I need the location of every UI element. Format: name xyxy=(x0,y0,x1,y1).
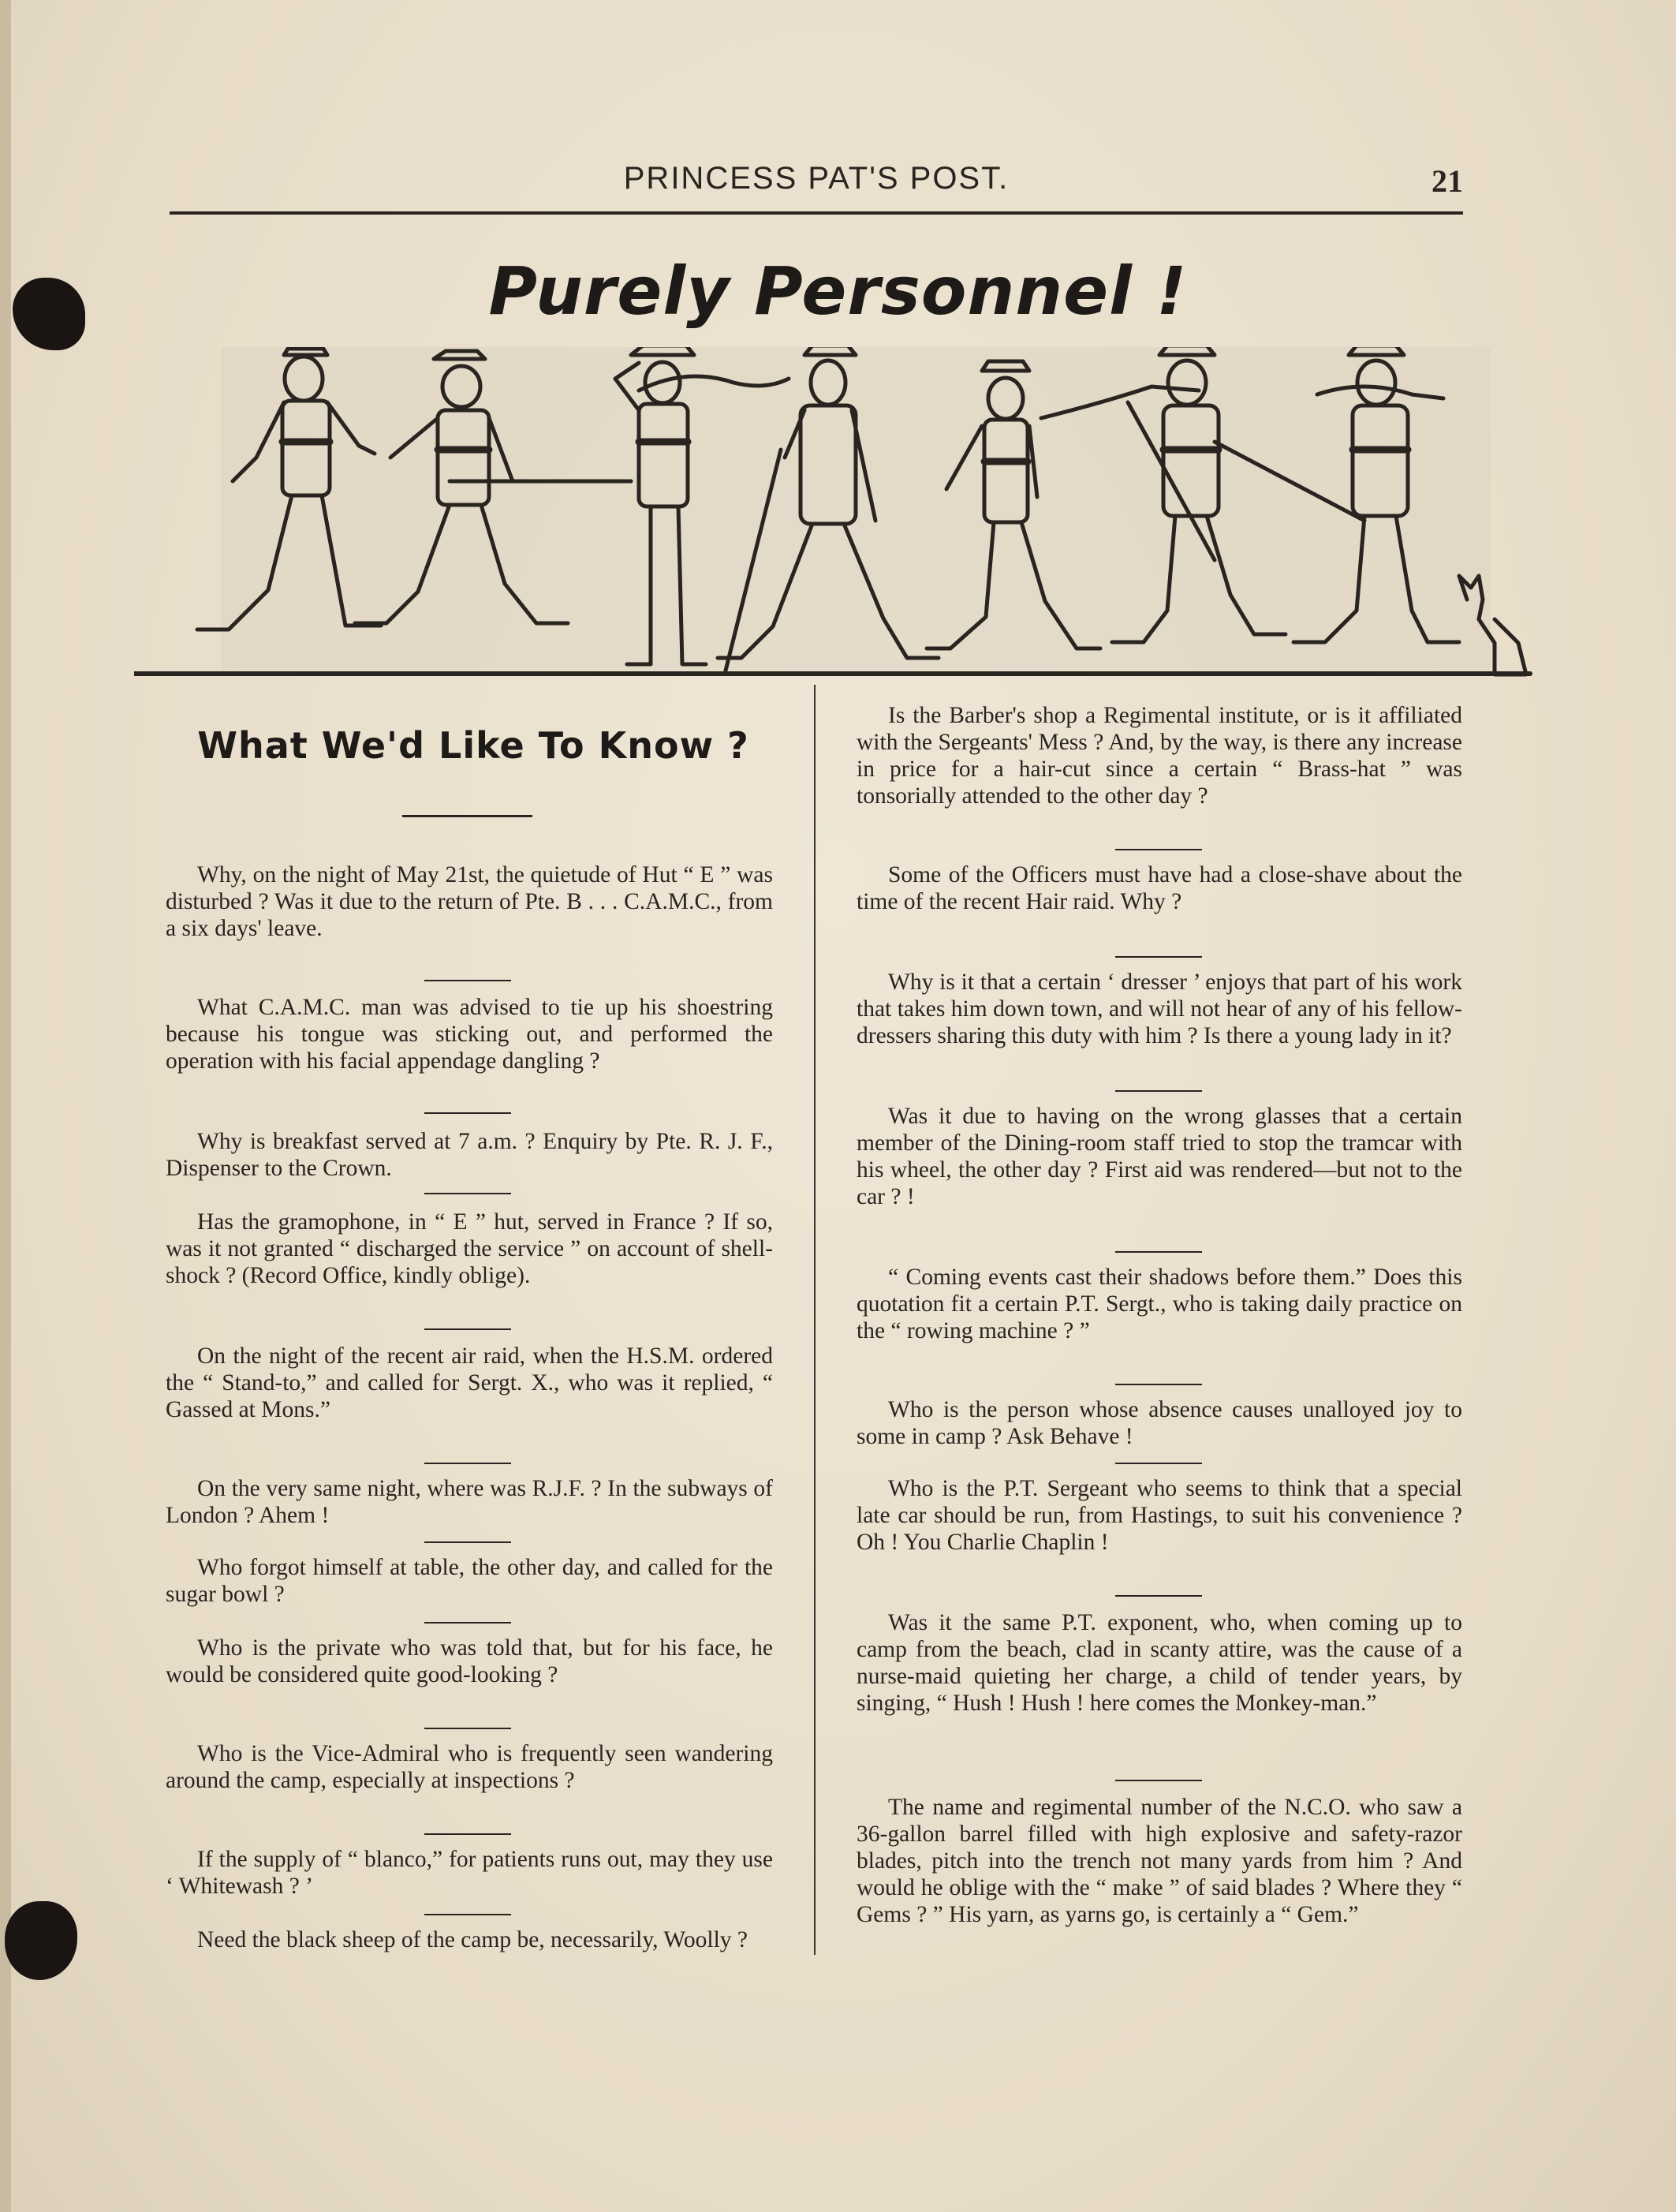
separator-rule xyxy=(1115,1463,1202,1464)
separator-rule xyxy=(424,980,511,981)
right-question-1: Is the Barber's shop a Regimental institute, or is it affiliated with the Sergeants' Mess ? And, by the way, is there any increase in price for a hair-cut since a certain “ Brass-hat ” was tonsorially attended to the other day ? xyxy=(857,703,1462,809)
left-question-7: Who forgot himself at table, the other day, and called for the sugar bowl ? xyxy=(166,1555,773,1607)
separator-rule xyxy=(424,1541,511,1543)
separator-rule xyxy=(1115,1251,1202,1253)
separator-rule xyxy=(1115,1780,1202,1781)
separator-rule xyxy=(1115,1384,1202,1385)
separator-rule xyxy=(424,1728,511,1729)
running-header xyxy=(170,161,1463,208)
separator-rule xyxy=(1115,956,1202,958)
separator-rule xyxy=(424,1622,511,1624)
separator-rule xyxy=(1115,1090,1202,1092)
separator-rule xyxy=(424,1112,511,1114)
section-title-rule xyxy=(402,815,532,817)
right-question-7: Who is the P.T. Sergeant who seems to think that a special late car should be run, from Hastings, to suit his convenience ? Oh ! You Charlie Chaplin ! xyxy=(857,1476,1462,1555)
separator-rule xyxy=(424,1193,511,1194)
left-question-3: Why is breakfast served at 7 a.m. ? Enquiry by Pte. R. J. F., Dispenser to the Crown. xyxy=(166,1129,773,1181)
separator-rule xyxy=(424,1833,511,1835)
header-rule xyxy=(170,211,1463,215)
left-question-8: Who is the private who was told that, but for his face, he would be considered quite good-looking ? xyxy=(166,1635,773,1687)
right-question-9: The name and regimental number of the N.C.O. who saw a 36-gallon barrel filled with high explosive and safety-razor blades, pitch into the trench not many yards from him ? And would he oblige with the “ make ” of said blades ? Where they “ Gems ? ” His yarn, as yarns go, is certainly a “ Gem.” xyxy=(857,1795,1462,1927)
left-question-5: On the night of the recent air raid, when the H.S.M. ordered the “ Stand-to,” and called for Sergt. X., who was it replied, “ Gassed at Mons.” xyxy=(166,1343,773,1422)
separator-rule xyxy=(1115,849,1202,850)
column-divider xyxy=(814,685,816,1955)
marching-soldiers-and-dog-illustration xyxy=(134,347,1534,686)
left-question-10: If the supply of “ blanco,” for patients runs out, may they use ‘ Whitewash ? ’ xyxy=(166,1847,773,1899)
left-question-1: Why, on the night of May 21st, the quietude of Hut “ E ” was disturbed ? Was it due to the return of Pte. B . . . C.A.M.C., from a six days' leave. xyxy=(166,862,773,941)
separator-rule xyxy=(1115,1595,1202,1597)
right-question-8: Was it the same P.T. exponent, who, when coming up to camp from the beach, clad in scanty attire, was the cause of a nurse-maid quieting her charge, a child of tender years, by singing, “ Hush ! Hush ! here comes the Monkey-man.” xyxy=(857,1610,1462,1716)
section-title: What We'd Like To Know ? xyxy=(197,724,749,767)
left-question-4: Has the gramophone, in “ E ” hut, served in France ? If so, was it not granted “ discharged the service ” on account of shell-shock ? (Record Office, kindly oblige). xyxy=(166,1209,773,1288)
right-question-6: Who is the person whose absence causes unalloyed joy to some in camp ? Ask Behave ! xyxy=(857,1397,1462,1449)
left-question-6: On the very same night, where was R.J.F. ? In the subways of London ? Ahem ! xyxy=(166,1476,773,1528)
left-question-11: Need the black sheep of the camp be, necessarily, Woolly ? xyxy=(197,1927,748,1952)
separator-rule xyxy=(424,1914,511,1915)
right-question-2: Some of the Officers must have had a close-shave about the time of the recent Hair raid. Why ? xyxy=(857,862,1462,914)
left-question-2: What C.A.M.C. man was advised to tie up his shoestring because his tongue was sticking out, and performed the operation with his facial appendage dangling ? xyxy=(166,995,773,1074)
separator-rule xyxy=(424,1328,511,1330)
right-question-5: “ Coming events cast their shadows before them.” Does this quotation fit a certain P.T. Sergt., who is taking daily practice on the “ rowing machine ? ” xyxy=(857,1265,1462,1343)
page-number: 21 xyxy=(1432,163,1463,199)
separator-rule xyxy=(424,1463,511,1464)
right-question-4: Was it due to having on the wrong glasses that a certain member of the Dining-room staff tried to stop the tramcar with his wheel, the other day ? First aid was rendered—but not to the car ? ! xyxy=(857,1104,1462,1209)
publication-title: PRINCESS PAT'S POST. xyxy=(623,161,1010,196)
right-question-3: Why is it that a certain ‘ dresser ’ enjoys that part of his work that takes him down town, and will not hear of any of his fellow-dressers sharing this duty with him ? Is there a young lady in it? xyxy=(857,970,1462,1048)
left-question-9: Who is the Vice-Admiral who is frequently seen wandering around the camp, especially at inspections ? xyxy=(166,1741,773,1793)
binding-edge xyxy=(0,0,11,2212)
page-headline: Purely Personnel ! xyxy=(488,252,1188,330)
